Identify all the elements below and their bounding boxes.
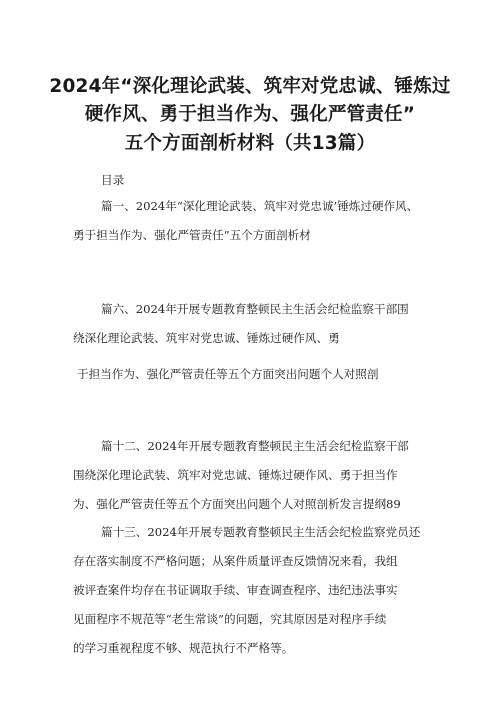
toc-entry-12-line-1[interactable]: 篇十二、2024年开展专题教育整顿民主生活会纪检监察干部 (101, 439, 409, 453)
toc-entry-13-line-3: 被评查案件均存在书证调取手续、审查调查程序、违纪违法事实 (73, 583, 398, 597)
document-title-line-3: 五个方面剖析材料（共13篇） (124, 133, 376, 154)
toc-entry-1-line-2[interactable]: 勇于担当作为、强化严管责任”五个方面剖析材 (73, 228, 311, 242)
toc-entry-6-line-2[interactable]: 绕深化理论武装、筑牢对党忠诚、锤炼过硬作风、勇 (73, 331, 340, 345)
toc-entry-13-line-1[interactable]: 篇十三、2024年开展专题教育整顿民主生活会纪检监察党员还 (101, 525, 421, 539)
toc-entry-13-line-5: 的学习重视程度不够、规范执行不严格等。 (73, 641, 294, 655)
toc-entry-6-line-1[interactable]: 篇六、2024年开展专题教育整顿民主生活会纪检监察干部围 (101, 302, 409, 316)
toc-entry-13-line-4: 见面程序不规范等“老生常谈”的问题，究其原因是对程序手续 (73, 612, 387, 626)
document-title-line-1: 2024年“深化理论武装、筑牢对党忠诚、锤炼过 (49, 76, 451, 97)
toc-heading: 目录 (101, 173, 125, 187)
toc-entry-1-line-1[interactable]: 篇一、2024年“深化理论武装、筑牢对党忠诚’锤炼过硬作风、 (101, 199, 419, 213)
toc-entry-12-line-3[interactable]: 为、强化严管责任等五个方面突出问题个人对照剖析发言提纲89 (73, 497, 401, 511)
document-title-line-2: 硬作风、勇于担当作为、强化严管责任” (84, 104, 416, 125)
toc-entry-13-line-2: 存在落实制度不严格问题；从案件质量评查反馈情况来看，我组 (73, 554, 398, 568)
toc-entry-12-line-2[interactable]: 围绕深化理论武装、筑牢对党忠诚、锤炼过硬作风、勇于担当作 (73, 468, 398, 482)
toc-entry-6-line-3[interactable]: 于担当作为、强化严管责任等五个方面突出问题个人对照剖 (77, 367, 379, 381)
